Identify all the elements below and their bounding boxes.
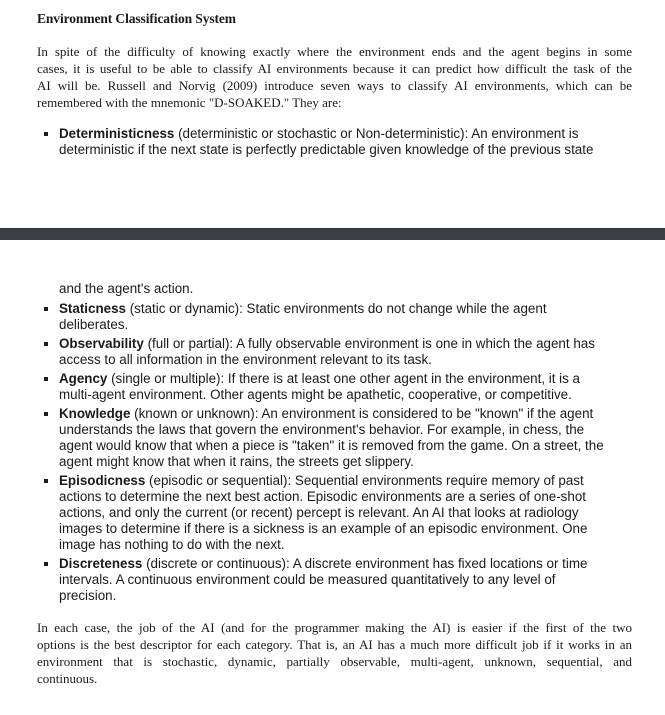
item-text: access to all information in the environment relevant to its task. bbox=[59, 352, 432, 367]
item-text: actions, and only the current (or recent) percept is relevant. An AI that looks at radiology bbox=[59, 505, 579, 520]
bullet-icon bbox=[44, 377, 48, 381]
intro-line: remembered with the mnemonic "D-SOAKED." They are: bbox=[37, 95, 342, 110]
item-text: deterministic if the next state is perfectly predictable given knowledge of the previous state bbox=[59, 142, 594, 157]
list-item-staticness bbox=[44, 301, 634, 333]
section-heading: Environment Classification System bbox=[37, 11, 236, 26]
item-text: multi-agent environment. Other agents might be apathetic, cooperative, or competitive. bbox=[59, 387, 572, 402]
intro-line: cases, it is useful to be able to classify AI environments because it can predict how difficult the task of the bbox=[37, 61, 632, 76]
intro-line: In spite of the difficulty of knowing exactly where the environment ends and the agent begins in some bbox=[37, 44, 632, 59]
item-text: precision. bbox=[59, 588, 117, 603]
item-text: agent would know that when a piece is "taken" it is removed from the game. On a street, the bbox=[59, 438, 604, 453]
item-text: (known or unknown): An environment is considered to be "known" if the agent bbox=[130, 406, 594, 421]
term: Agency bbox=[59, 371, 108, 386]
item-text: image has nothing to do with the next. bbox=[59, 537, 285, 552]
outro-line: In each case, the job of the AI (and for the programmer making the AI) is easier if the first of the two bbox=[37, 620, 632, 635]
list-item-observability bbox=[44, 336, 634, 368]
item-text: (static or dynamic): Static environments do not change while the agent bbox=[126, 301, 547, 316]
term: Deterministicness bbox=[59, 126, 175, 141]
intro-line: AI will be. Russell and Norvig (2009) introduce seven ways to classify AI environments, which can be bbox=[37, 78, 632, 93]
list-item-episodicness bbox=[44, 473, 634, 553]
page-top bbox=[0, 0, 665, 228]
item-text: (discrete or continuous): A discrete environment has fixed locations or time bbox=[142, 556, 588, 571]
item-text: deliberates. bbox=[59, 317, 129, 332]
list-item-knowledge bbox=[44, 406, 634, 470]
item-text: agent might know that when it rains, the streets get slippery. bbox=[59, 454, 414, 469]
term: Knowledge bbox=[59, 406, 131, 421]
item-continuation: and the agent's action. bbox=[59, 281, 194, 296]
outro-line: continuous. bbox=[37, 671, 98, 686]
list-item-agency bbox=[44, 371, 634, 403]
conclusion-paragraph bbox=[37, 619, 632, 687]
classification-list-part-2 bbox=[44, 301, 634, 607]
item-text: (deterministic or stochastic or Non-deterministic): An environment is bbox=[174, 126, 579, 141]
list-item-discreteness bbox=[44, 556, 634, 604]
term: Staticness bbox=[59, 301, 126, 316]
item-text: (single or multiple): If there is at least one other agent in the environment, it is a bbox=[107, 371, 581, 386]
outro-line: environment that is stochastic, dynamic, partially observable, multi-agent, unknown, sequential, and bbox=[37, 654, 632, 669]
bullet-icon bbox=[44, 562, 48, 566]
outro-line: options is the best descriptor for each category. That is, an AI has a much more difficult job if it works in an bbox=[37, 637, 632, 652]
bullet-icon bbox=[44, 307, 48, 311]
intro-paragraph bbox=[37, 43, 632, 111]
item-text: understands the laws that govern the environment's behavior. For example, in chess, the bbox=[59, 422, 585, 437]
term: Episodicness bbox=[59, 473, 146, 488]
item-text: actions to determine the next best action. Episodic environments are a series of one-shot bbox=[59, 489, 586, 504]
bullet-icon bbox=[44, 342, 48, 346]
item-text: (episodic or sequential): Sequential environments require memory of past bbox=[145, 473, 584, 488]
item-text: (full or partial): A fully observable environment is one in which the agent has bbox=[143, 336, 595, 351]
term: Discreteness bbox=[59, 556, 143, 571]
bullet-icon bbox=[44, 479, 48, 483]
bullet-icon bbox=[44, 132, 48, 136]
item-text: images to determine if there is a sickness is an example of an episodic environment. One bbox=[59, 521, 588, 536]
list-item-deterministicness bbox=[44, 126, 634, 158]
bullet-icon bbox=[44, 412, 48, 416]
term: Observability bbox=[59, 336, 144, 351]
classification-list-part-1 bbox=[44, 126, 634, 161]
item-text: intervals. A continuous environment could be measured quantitatively to any level of bbox=[59, 572, 556, 587]
